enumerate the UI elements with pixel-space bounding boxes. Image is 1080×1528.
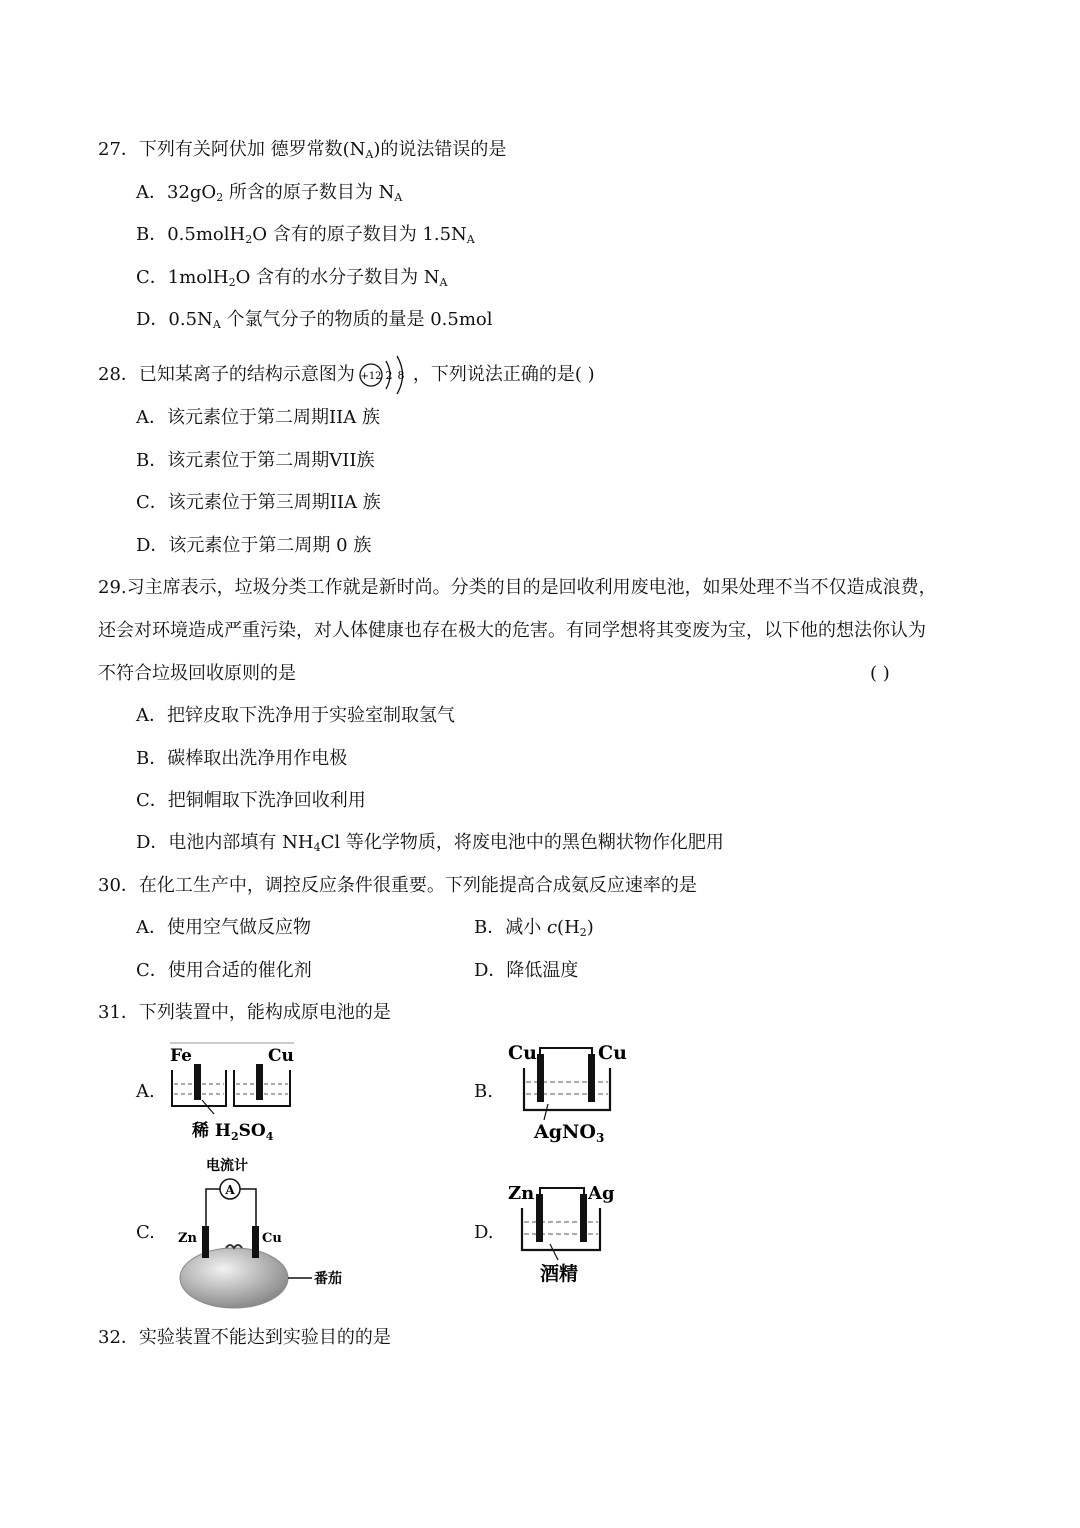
q30-stem: 30．在化工生产中，调控反应条件很重要。下列能提高合成氨反应速率的是 xyxy=(98,875,697,896)
electrode-label-zn: Zn xyxy=(178,1231,197,1246)
ag-electrode xyxy=(580,1194,587,1242)
zn-electrode xyxy=(202,1226,209,1258)
q31-option-b-letter: B. xyxy=(474,1081,493,1102)
q27-option-c: C．1molH$_2$O 含有的水分子数目为 $N_A$ xyxy=(136,267,448,289)
q27-option-a: A．$32gO_2$ 所含的原子数目为 $N_A$ xyxy=(136,182,403,204)
q27-stem: 27．下列有关阿伏加 德罗常数$(N_A)$的说法错误的是 xyxy=(98,139,507,161)
tomato xyxy=(180,1248,288,1308)
beaker xyxy=(522,1208,600,1250)
zn-electrode xyxy=(536,1194,543,1242)
q30-option-b: B．减小 $c(H_2)$ xyxy=(474,917,594,939)
q29-option-a: A．把锌皮取下洗净用于实验室制取氢气 xyxy=(136,705,455,726)
cu-electrode-left xyxy=(537,1054,544,1102)
q29-stem-line-1: 29.习主席表示，垃圾分类工作就是新时尚。分类的目的是回收利用废电池，如果处理不当不仅造成浪费， xyxy=(98,577,937,598)
label-pointer xyxy=(550,1244,558,1260)
q30-option-c: C．使用合适的催化剂 xyxy=(136,960,312,981)
electrode-label-ag: Ag xyxy=(588,1183,615,1204)
fe-electrode xyxy=(194,1064,201,1100)
electrode-label-cu: Cu xyxy=(262,1231,282,1246)
electrode-label-cu: Cu xyxy=(268,1046,294,1066)
electrode-label-zn: Zn xyxy=(508,1183,535,1204)
q30-option-d: D．降低温度 xyxy=(474,960,579,981)
q28-stem: 28．已知某离子的结构示意图为 +12 2 8 ，下列说法正确的是( ) xyxy=(98,352,595,398)
q31-option-d-letter: D. xyxy=(474,1222,494,1243)
electrode-label-cu-left: Cu xyxy=(508,1042,537,1064)
q28-option-d: D．该元素位于第二周期 0 族 xyxy=(136,535,372,556)
q27-option-d: D．$0.5N_A$ 个氯气分子的物质的量是 0.5mol xyxy=(136,309,493,331)
q29-stem-line-2: 还会对环境造成严重污染，对人体健康也存在极大的危害。有同学想将其变废为宝，以下他的想法你认为 xyxy=(98,620,926,641)
q29-option-b: B．碳棒取出洗净用作电极 xyxy=(136,748,348,769)
cu-electrode xyxy=(256,1064,263,1100)
wire xyxy=(540,1188,584,1194)
ion-structure-diagram xyxy=(357,352,411,398)
q31-apparatus-a xyxy=(166,1040,298,1144)
wire-right xyxy=(240,1189,256,1232)
cu-electrode-right xyxy=(588,1054,595,1102)
wire-left xyxy=(206,1189,220,1232)
solution-label: 酒精 xyxy=(540,1263,579,1285)
q29-stem-line-3: 不符合垃圾回收原则的是 xyxy=(98,663,296,684)
q30-option-a: A．使用空气做反应物 xyxy=(136,917,311,938)
tomato-stem xyxy=(226,1245,242,1248)
q32-stem: 32．实验装置不能达到实验目的的是 xyxy=(98,1327,391,1348)
meter-label: 电流计 xyxy=(206,1158,248,1174)
shell-1-electrons: 2 xyxy=(385,369,393,382)
q31-option-a-letter: A. xyxy=(136,1081,155,1102)
q31-apparatus-c xyxy=(172,1152,362,1312)
q28-option-a: A．该元素位于第二周期IIA 族 xyxy=(136,407,380,428)
wire xyxy=(540,1048,592,1054)
q31-option-c-letter: C. xyxy=(136,1222,155,1243)
electrode-label-cu-right: Cu xyxy=(598,1042,627,1064)
q29-option-d: D．电池内部填有 $NH_4Cl$ 等化学物质，将废电池中的黑色糊状物作化肥用 xyxy=(136,832,724,854)
shell-2-electrons: 8 xyxy=(397,369,405,382)
q31-apparatus-b xyxy=(504,1040,636,1144)
q29-option-c: C．把铜帽取下洗净回收利用 xyxy=(136,790,366,811)
nucleus-charge: +12 xyxy=(360,371,382,382)
electrolyte-label: AgNO$_3$ xyxy=(534,1121,605,1144)
label-pointer xyxy=(544,1104,548,1120)
q31-stem: 31．下列装置中，能构成原电池的是 xyxy=(98,1002,391,1023)
q31-apparatus-d xyxy=(504,1180,624,1290)
tomato-label: 番茄 xyxy=(314,1271,342,1287)
electrode-label-fe: Fe xyxy=(170,1046,192,1066)
q28-option-c: C．该元素位于第三周期IIA 族 xyxy=(136,492,381,513)
ammeter-symbol: A xyxy=(225,1183,235,1197)
beaker xyxy=(524,1068,610,1110)
q27-option-b: B．0.5molH$_2$O 含有的原子数目为 $1.5N_A$ xyxy=(136,224,475,246)
q28-option-b: B．该元素位于第二周期VII族 xyxy=(136,450,375,471)
cu-electrode xyxy=(252,1226,259,1258)
electrolyte-label: 稀 $H_2SO_4$ xyxy=(192,1121,274,1143)
q29-answer-parentheses: ( ) xyxy=(870,663,890,684)
